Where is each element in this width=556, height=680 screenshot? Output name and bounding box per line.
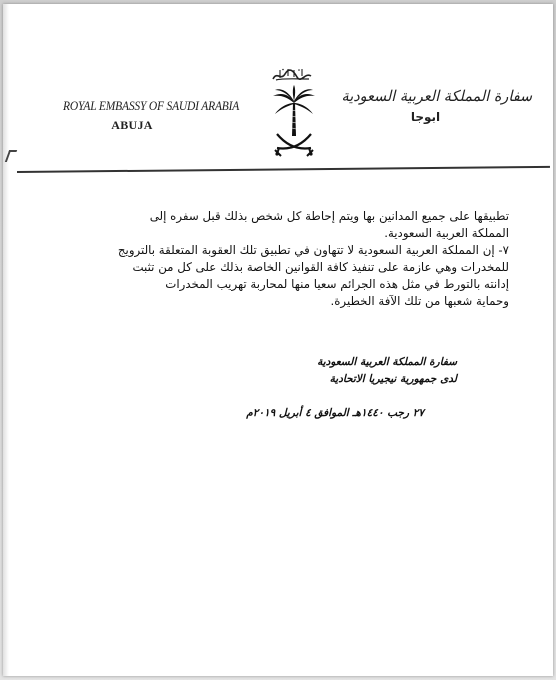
header-divider (17, 166, 550, 173)
english-embassy-title: ROYAL EMBASSY OF SAUDI ARABIA (63, 99, 240, 113)
body-line: المملكة العربية السعودية. (384, 226, 509, 240)
signature-block (317, 354, 457, 388)
arabic-letterhead (338, 87, 533, 124)
arabic-embassy-title: سفارة المملكة العربية السعودية (341, 87, 533, 105)
letter-body (79, 208, 509, 310)
body-line: ٧- إن المملكة العربية السعودية لا تتهاون في تطبيق تلك العقوبة المتعلقة بالترويج (117, 243, 509, 257)
signature-line-embassy: سفارة المملكة العربية السعودية (317, 356, 457, 368)
english-city: ABUJA (111, 118, 153, 132)
body-line: وحماية شعبها من تلك الآفة الخطيرة. (330, 294, 509, 308)
signature-line-country: لدى جمهورية نيجيريا الاتحادية (329, 373, 457, 385)
body-line: للمخدرات وهي عازمة على تنفيذ كافة القوانين الخاصة بذلك على كل من تثبت (132, 260, 509, 274)
palm-swords-emblem-icon (269, 84, 319, 160)
body-line: إدانته بالتورط في مثل هذه الجرائم سعيا منها لمحاربة تهريب المخدرات (165, 277, 509, 291)
arabic-city: ابوجا (410, 110, 441, 124)
body-line: تطبيقها على جميع المدانين بها ويتم إحاطة كل شخص بذلك قبل سفره إلى (149, 209, 509, 223)
letter-date: ٢٧ رجب ١٤٤٠هـ الموافق ٤ أبريل ٢٠١٩م (246, 407, 424, 419)
page-edge-shadow (3, 4, 9, 676)
letter-page (3, 4, 553, 676)
english-letterhead (57, 99, 240, 133)
shahada-calligraphy-icon (271, 67, 313, 83)
